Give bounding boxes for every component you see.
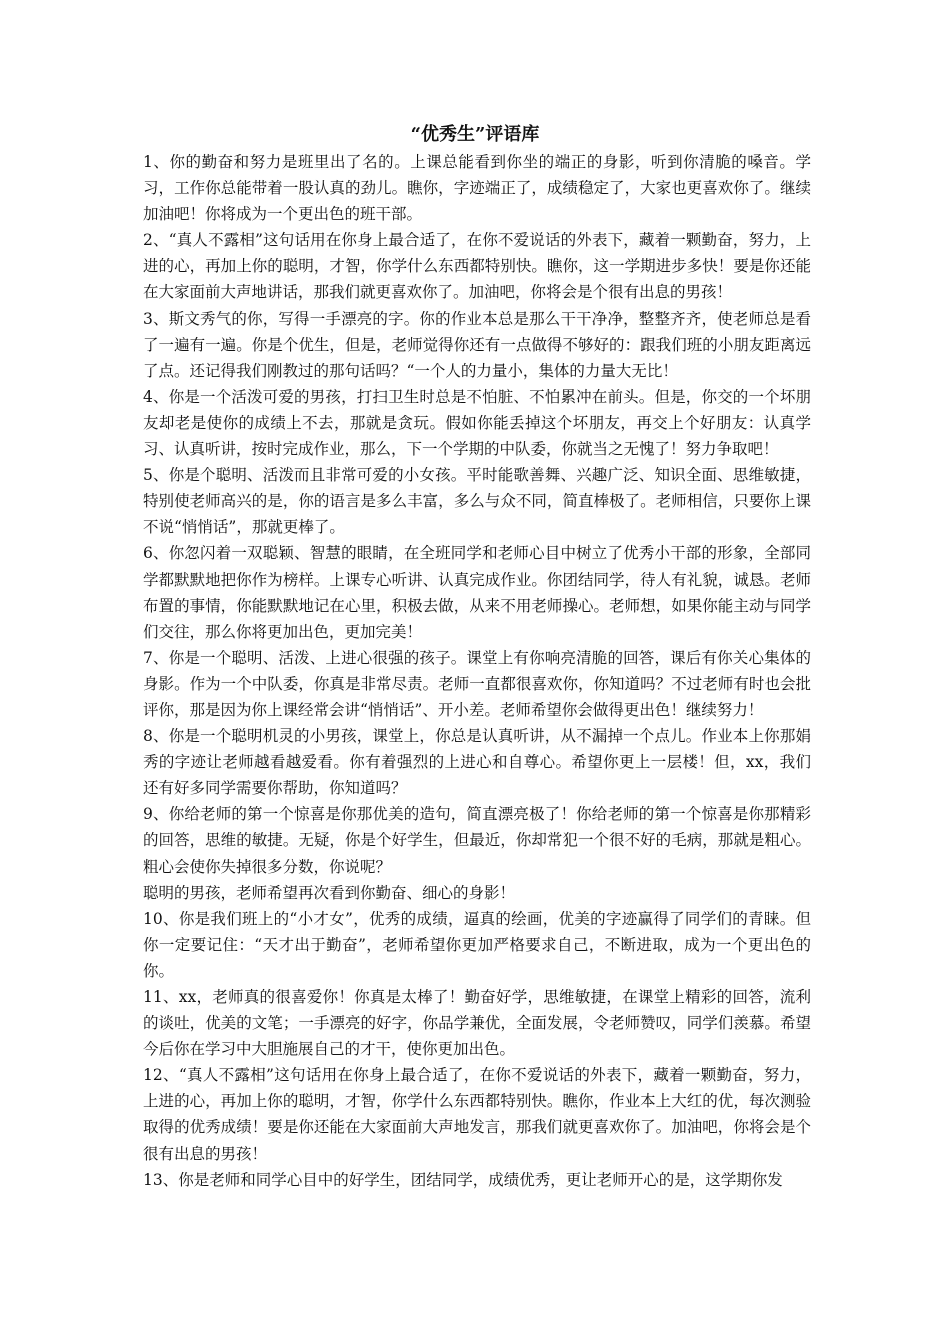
comment-paragraph-3: 3、斯文秀气的你，写得一手漂亮的字。你的作业本总是那么干干净净，整整齐齐，使老师总是看了一遍有一遍。你是个优生，但是，老师觉得你还有一点做得不够好的：跟我们班的小朋友距离远了点。还记得我们刚教过的那句话吗？“一个人的力量小，集体的力量大无比！ <box>143 309 811 380</box>
comment-paragraph-7: 7、你是一个聪明、活泼、上进心很强的孩子。课堂上有你响亮清脆的回答，课后有你关心集体的身影。作为一个中队委，你真是非常尽责。老师一直都很喜欢你，你知道吗？不过老师有时也会批评你，那是因为你上课经常会讲“悄悄话”、开小差。老师希望你会做得更出色！继续努力！ <box>143 648 811 719</box>
comment-paragraph-5: 5、你是个聪明、活泼而且非常可爱的小女孩。平时能歌善舞、兴趣广泛、知识全面、思维敏捷，特别使老师高兴的是，你的语言是多么丰富，多么与众不同，简直棒极了。老师相信，只要你上课不说“悄悄话”，那就更棒了。 <box>143 466 811 537</box>
comment-paragraph-10: 10、你是我们班上的“小才女”，优秀的成绩，逼真的绘画，优美的字迹赢得了同学们的青睐。但你一定要记住：“天才出于勤奋”，老师希望你更加严格要求自己，不断进取，成为一个更出色的你。 <box>143 909 811 980</box>
comment-paragraph-6: 6、你忽闪着一双聪颖、智慧的眼睛，在全班同学和老师心目中树立了优秀小干部的形象，全部同学都默默地把你作为榜样。上课专心听讲、认真完成作业。你团结同学，待人有礼貌，诚恳。老师布置的事情，你能默默地记在心里，积极去做，从来不用老师操心。老师想，如果你能主动与同学们交往，那么你将更加出色，更加完美！ <box>143 544 811 641</box>
document-body <box>143 149 811 1193</box>
comment-paragraph-8: 8、你是一个聪明机灵的小男孩，课堂上，你总是认真听讲，从不漏掉一个点儿。作业本上你那娟秀的字迹让老师越看越爱看。你有着强烈的上进心和自尊心。希望你更上一层楼！但，xx，我们还有好多同学需要你帮助，你知道吗？ <box>143 727 811 798</box>
comment-paragraph-12: 12、“真人不露相”这句话用在你身上最合适了，在你不爱说话的外表下，藏着一颗勤奋，努力，上进的心，再加上你的聪明，才智，你学什么东西都特别快。瞧你，作业本上大红的优，每次测验取得的优秀成绩！要是你还能在大家面前大声地发言，那我们就更喜欢你了。加油吧，你将会是个很有出息的男孩！ <box>143 1066 811 1163</box>
comment-paragraph-4: 4、你是一个活泼可爱的男孩，打扫卫生时总是不怕脏、不怕累冲在前头。但是，你交的一个坏朋友却老是使你的成绩上不去，那就是贪玩。假如你能丢掉这个坏朋友，再交上个好朋友：认真学习、认真听讲，按时完成作业，那么，下一个学期的中队委，你就当之无愧了！努力争取吧！ <box>143 387 811 459</box>
comment-paragraph-11: 11、xx，老师真的很喜爱你！你真是太棒了！勤奋好学，思维敏捷，在课堂上精彩的回答，流利的谈吐，优美的文笔；一手漂亮的好字，你品学兼优，全面发展，令老师赞叹，同学们羡慕。希望今后你在学习中大胆施展自己的才干，使你更加出色。 <box>143 988 811 1059</box>
document-title: “优秀生”评语库 <box>410 124 540 145</box>
comment-paragraph-1: 1、你的勤奋和努力是班里出了名的。上课总能看到你坐的端正的身影，听到你清脆的嗓音。学习，工作你总能带着一股认真的劲儿。瞧你，字迹端正了，成绩稳定了，大家也更喜欢你了。继续加油吧！你将成为一个更出色的班干部。 <box>143 153 811 224</box>
comment-paragraph-9-closing: 聪明的男孩，老师希望再次看到你勤奋、细心的身影！ <box>143 883 516 902</box>
comment-paragraph-9: 9、你给老师的第一个惊喜是你那优美的造句，简直漂亮极了！你给老师的第一个惊喜是你那精彩的回答，思维的敏捷。无疑，你是个好学生，但最近，你却常犯一个很不好的毛病，那就是粗心。粗心会使你失掉很多分数，你说呢？ <box>143 805 811 876</box>
comment-paragraph-13: 13、你是老师和同学心目中的好学生，团结同学，成绩优秀，更让老师开心的是，这学期你发 <box>143 1170 783 1189</box>
comment-paragraph-2: 2、“真人不露相”这句话用在你身上最合适了，在你不爱说话的外表下，藏着一颗勤奋，努力，上进的心，再加上你的聪明，才智，你学什么东西都特别快。瞧你，这一学期进步多快！要是你还能在大家面前大声地讲话，那我们就更喜欢你了。加油吧，你将会是个很有出息的男孩！ <box>143 231 811 302</box>
